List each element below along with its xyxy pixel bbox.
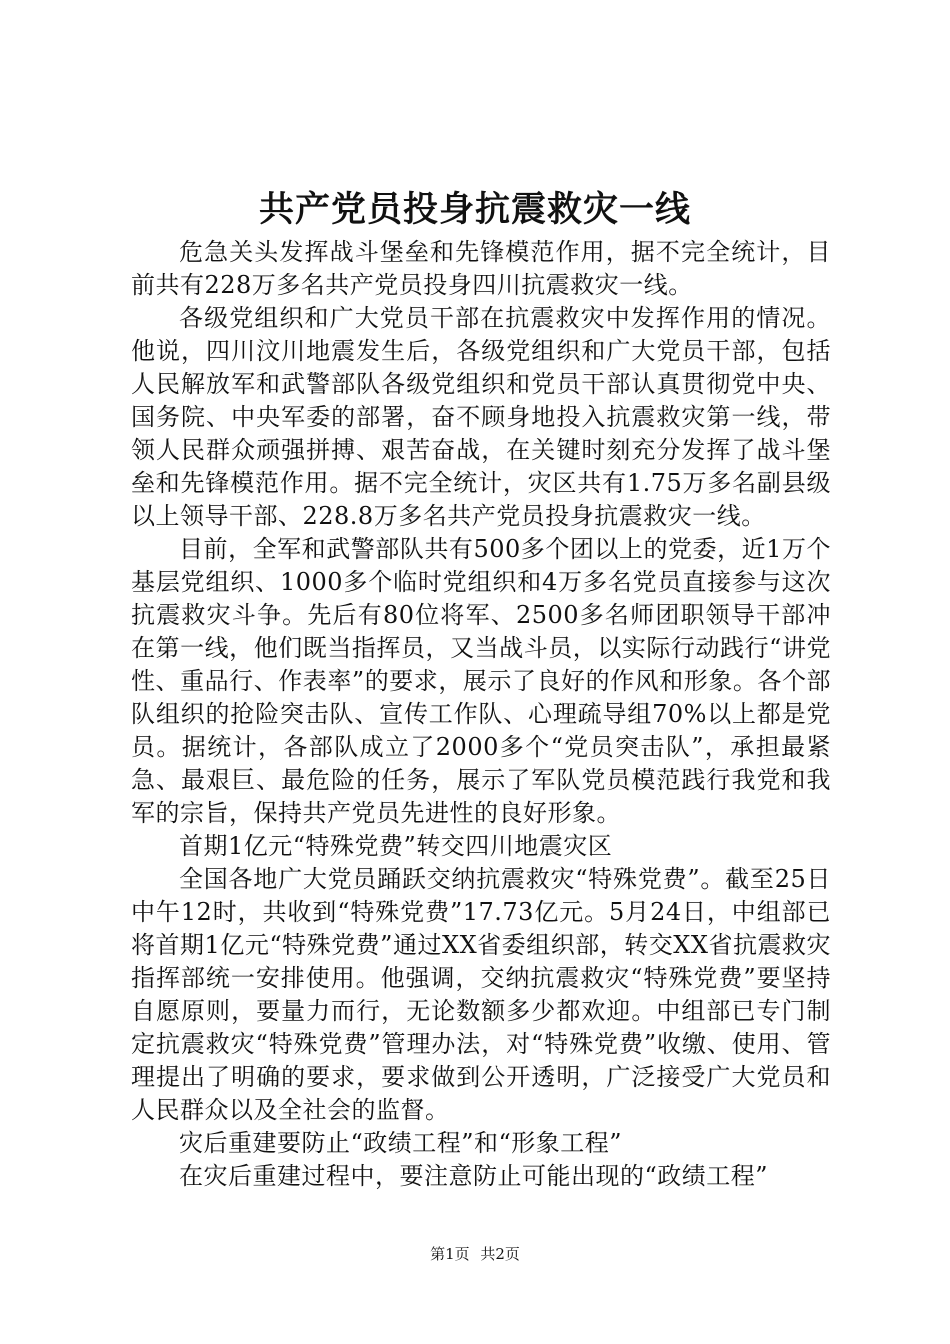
section-heading: 首期1亿元“特殊党费”转交四川地震灾区 <box>179 832 613 860</box>
document-title: 共产党员投身抗震救灾一线 <box>258 190 691 230</box>
page-footer <box>0 1244 950 1264</box>
paragraph: 目前，全军和武警部队共有500多个团以上的党委，近1万个基层党组织、1000多个临时党组织和4万多名党员直接参与这次抗震救灾斗争。先后有80位将军、2500多名师团职领导干部冲在第一线，他们既当指挥员，又当战斗员，以实际行动践行“讲党性、重品行、作表率”的要求，展示了良好的作风和形象。各个部队组织的抢险突击队、宣传工作队、心理疏导组70%以上都是党员。据统计，各部队成立了2000多个“党员突击队”，承担最紧急、最艰巨、最危险的任务，展示了军队党员模范践行我党和我军的宗旨，保持共产党员先进性的良好形象。 <box>131 535 831 827</box>
document-body <box>131 236 831 1193</box>
paragraph: 各级党组织和广大党员干部在抗震救灾中发挥作用的情况。他说，四川汶川地震发生后，各级党组织和广大党员干部，包括人民解放军和武警部队各级党组织和党员干部认真贯彻党中央、国务院、中央军委的部署，奋不顾身地投入抗震救灾第一线，带领人民群众顽强拼搏、艰苦奋战，在关键时刻充分发挥了战斗堡垒和先锋模范作用。据不完全统计，灾区共有1.75万多名副县级以上领导干部、228.8万多名共产党员投身抗震救灾一线。 <box>131 304 831 530</box>
paragraph: 危急关头发挥战斗堡垒和先锋模范作用，据不完全统计，目前共有228万多名共产党员投身四川抗震救灾一线。 <box>131 238 831 299</box>
page-number-total: 共2页 <box>480 1245 520 1263</box>
page-number-current: 第1页 <box>430 1245 470 1263</box>
section-heading: 灾后重建要防止“政绩工程”和“形象工程” <box>179 1129 623 1157</box>
paragraph: 在灾后重建过程中，要注意防止可能出现的“政绩工程” <box>179 1162 769 1190</box>
paragraph: 全国各地广大党员踊跃交纳抗震救灾“特殊党费”。截至25日中午12时，共收到“特殊党费”17.73亿元。5月24日，中组部已将首期1亿元“特殊党费”通过XX省委组织部，转交XX省抗震救灾指挥部统一安排使用。他强调，交纳抗震救灾“特殊党费”要坚持自愿原则，要量力而行，无论数额多少都欢迎。中组部已专门制定抗震救灾“特殊党费”管理办法，对“特殊党费”收缴、使用、管理提出了明确的要求，要求做到公开透明，广泛接受广大党员和人民群众以及全社会的监督。 <box>131 865 831 1124</box>
